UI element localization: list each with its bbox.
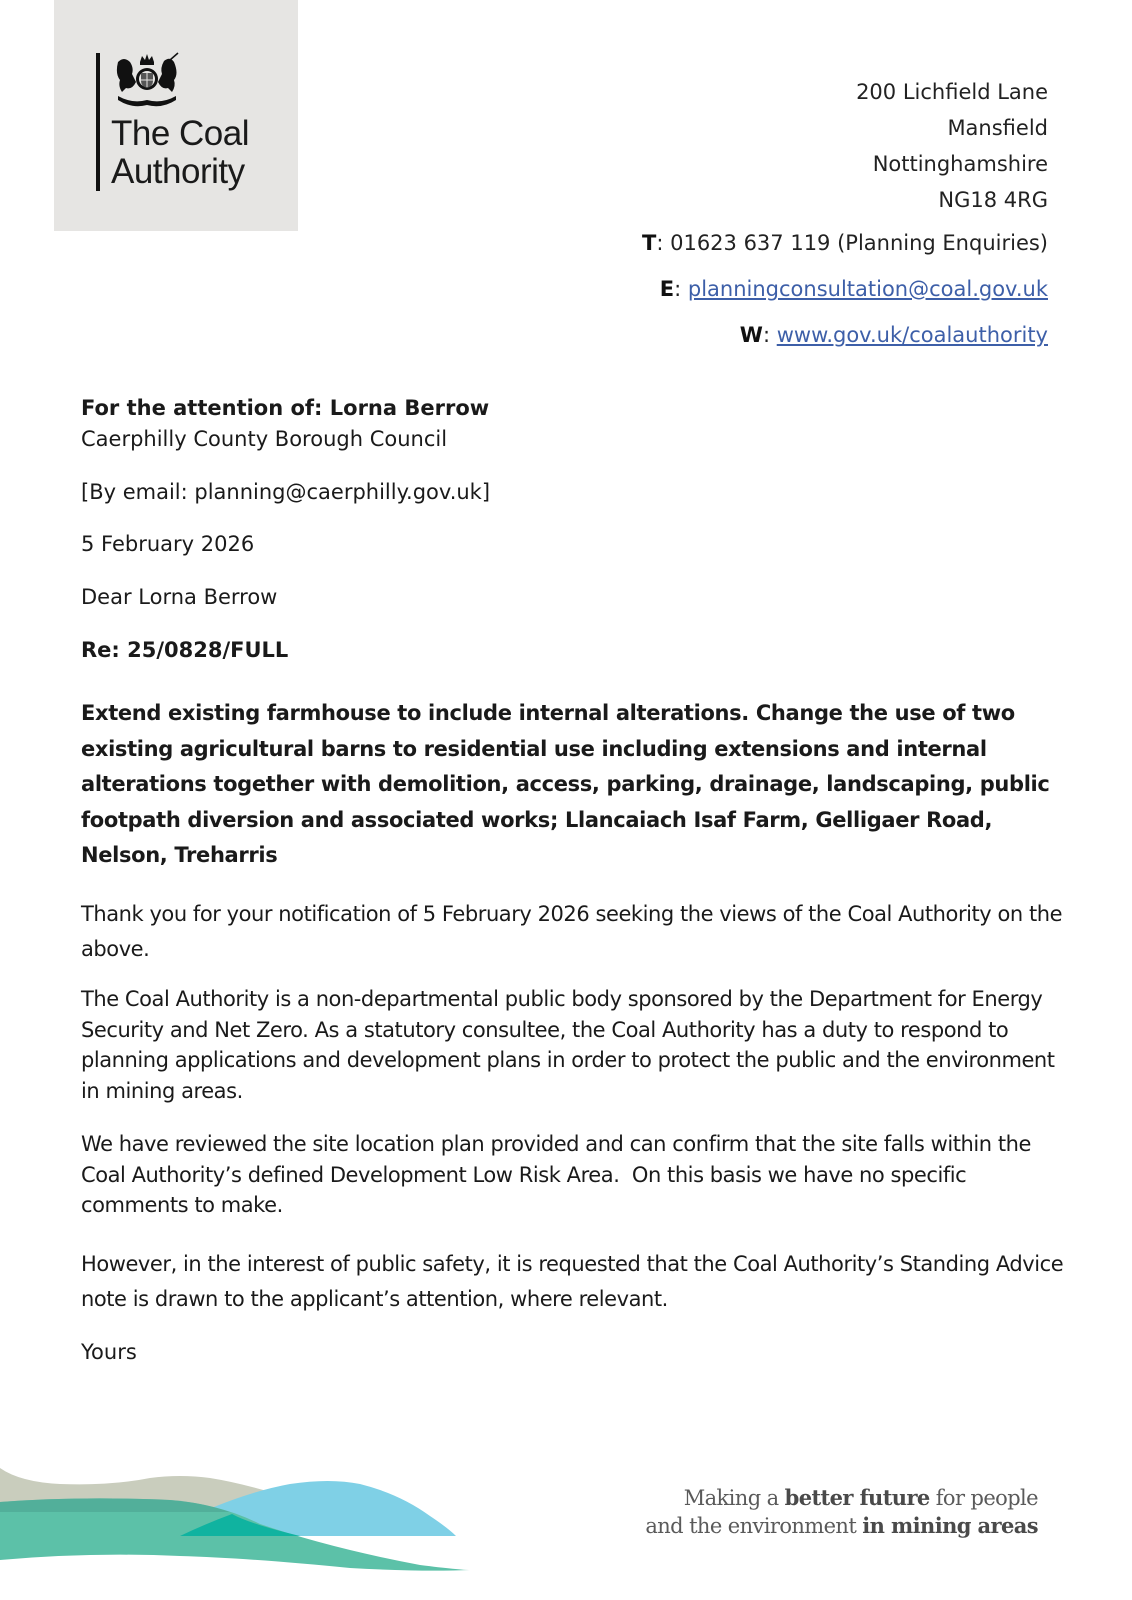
address-line-2: Mansfield [947, 116, 1048, 140]
footer-tagline [645, 1484, 1038, 1540]
logo-wordmark [111, 115, 249, 191]
tagline-line-1 [645, 1484, 1038, 1512]
attention-line: For the attention of: Lorna Berrow [81, 396, 490, 420]
contact-email: E: planningconsultation@coal.gov.uk [659, 277, 1048, 301]
address-line-1: 200 Lichfield Lane [856, 80, 1048, 104]
contact-phone: T: 01623 637 119 (Planning Enquiries) [642, 231, 1048, 255]
closing: Yours [81, 1340, 137, 1364]
footer-wave-graphic [0, 1420, 660, 1600]
royal-coat-of-arms-icon [112, 52, 182, 110]
address-line-3: Nottinghamshire [872, 152, 1048, 176]
web-label: W [739, 323, 763, 347]
body-paragraph: However, in the interest of public safety, it is requested that the Coal Authority’s Standing Advice note is drawn to the applicant’s attention, where relevant. [81, 1252, 1070, 1311]
email-link[interactable]: planningconsultation@coal.gov.uk [687, 277, 1048, 301]
tagline-line-2 [645, 1512, 1038, 1540]
sender-address [856, 74, 1048, 218]
logo-line-1: The Coal [111, 114, 250, 153]
tagline-text: and the environment [645, 1514, 863, 1538]
salutation: Dear Lorna Berrow [81, 585, 278, 609]
contact-web: W: www.gov.uk/coalauthority [739, 323, 1048, 347]
recipient-organisation: Caerphilly County Borough Council [81, 427, 448, 451]
email-label: E [659, 277, 675, 301]
phone-label: T [642, 231, 657, 255]
logo-line-2: Authority [111, 152, 245, 191]
coal-authority-logo [54, 0, 298, 231]
body-paragraph: Thank you for your notification of 5 February 2026 seeking the views of the Coal Authority on the above. [81, 902, 1069, 961]
recipient-email: [By email: planning@caerphilly.gov.uk] [81, 480, 491, 504]
application-description: Extend existing farmhouse to include internal alterations. Change the use of two existing agricultural barns to residential use including extensions and internal alterations together with demolition, access, parking, drainage, landscaping, public footpath diversion and associated works; Llancaiach Isaf Farm, Gelligaer Road, Nelson, Treharris [81, 701, 1050, 867]
tagline-text: Making a [683, 1486, 785, 1510]
body-paragraph: The Coal Authority is a non-departmental public body sponsored by the Department for Energy Security and Net Zero. As a statutory consultee, the Coal Authority has a duty to respond to planning applications and development plans in order to protect the public and the environment in mining areas. [81, 987, 1061, 1104]
tagline-text: for people [929, 1486, 1038, 1510]
reference-number: Re: 25/0828/FULL [81, 638, 289, 662]
tagline-emphasis: in mining areas [862, 1513, 1038, 1538]
phone-number: 01623 637 119 (Planning Enquiries) [670, 231, 1048, 255]
letter-date: 5 February 2026 [81, 532, 255, 556]
logo-divider [96, 53, 100, 191]
website-link[interactable]: www.gov.uk/coalauthority [776, 323, 1048, 347]
body-paragraph: We have reviewed the site location plan provided and can confirm that the site falls within the Coal Authority’s defined Development Low Risk Area. On this basis we have no specific comments to make. [81, 1132, 1038, 1218]
tagline-emphasis: better future [784, 1485, 930, 1510]
address-postcode: NG18 4RG [938, 188, 1048, 212]
